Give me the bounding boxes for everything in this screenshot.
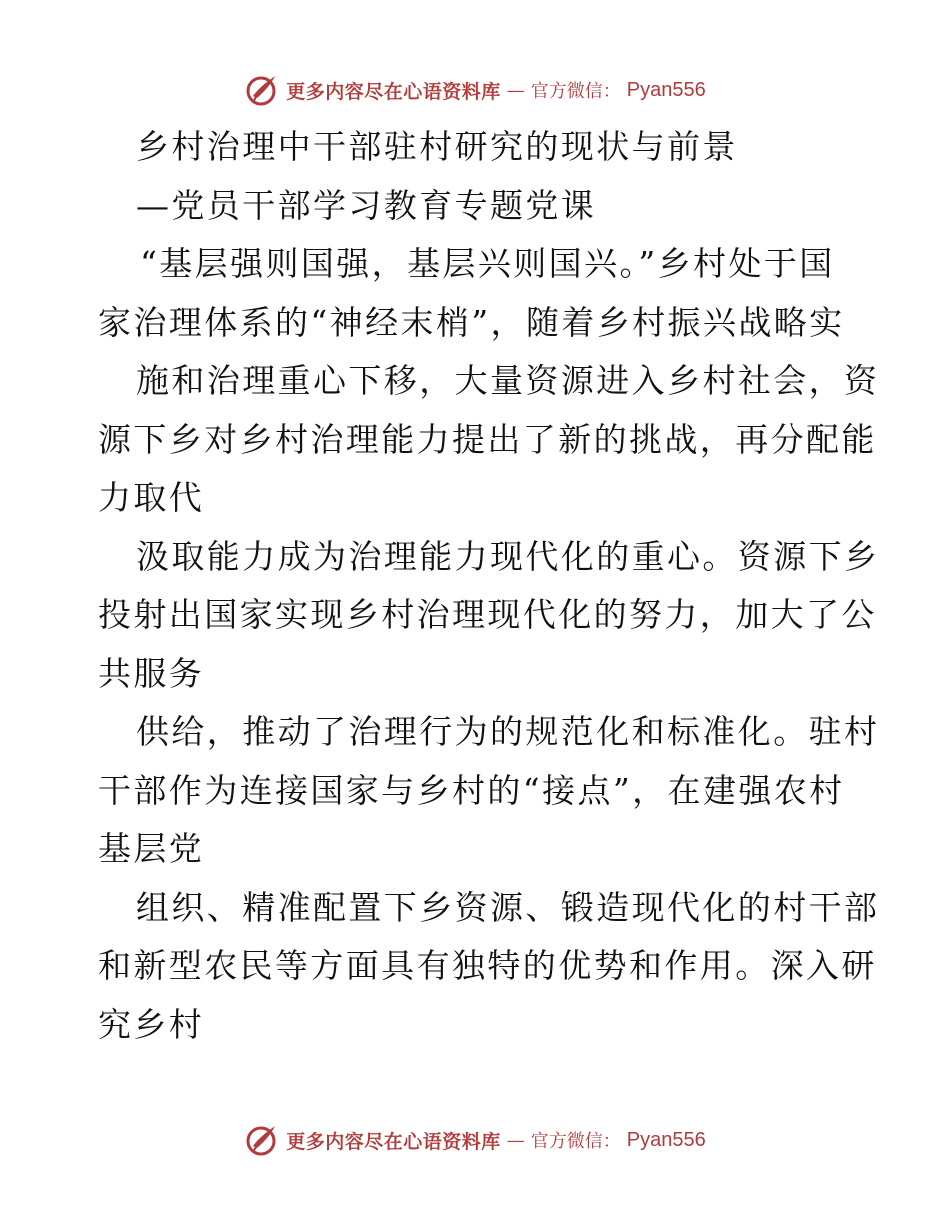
document-body xyxy=(98,118,880,1054)
banner-separator: — xyxy=(506,79,525,101)
footer-banner xyxy=(0,1120,950,1160)
paragraph-line: 家治理体系的“神经末梢”，随着乡村振兴战略实 xyxy=(98,302,845,342)
paragraph-line: 和新型农民等方面具有独特的优势和作用。深入研 xyxy=(98,946,877,985)
paragraph-line: 施和治理重心下移，大量资源进入乡村社会，资 xyxy=(136,361,880,400)
document-title: 乡村治理中干部驻村研究的现状与前景 xyxy=(136,127,738,166)
banner-official-label: 官方微信： xyxy=(530,81,621,102)
paragraph-line: 组织、精准配置下乡资源、锻造现代化的村干部 xyxy=(136,887,880,927)
quill-seal-logo-icon xyxy=(244,72,280,108)
banner-official-label: 官方微信： xyxy=(530,1131,621,1152)
paragraph-line: 究乡村 xyxy=(98,1004,205,1044)
paragraph-line: 供给，推动了治理行为的规范化和标准化。驻村 xyxy=(136,712,880,751)
paragraph-line: “基层强则国强，基层兴则国兴。”乡村处于国 xyxy=(140,244,835,283)
paragraph-line: 源下乡对乡村治理能力提出了新的挑战，再分配能 xyxy=(98,419,877,459)
paragraph-line: 基层党 xyxy=(98,829,205,868)
paragraph-line: 汲取能力成为治理能力现代化的重心。资源下乡 xyxy=(136,536,880,576)
header-banner xyxy=(0,70,950,110)
banner-title: 更多内容尽在心语资料库 xyxy=(286,80,501,103)
banner-separator: — xyxy=(506,1129,525,1151)
banner-account: Pyan556 xyxy=(626,1128,706,1151)
banner-title: 更多内容尽在心语资料库 xyxy=(286,1130,501,1153)
paragraph-line: 共服务 xyxy=(98,653,205,693)
paragraph-line: 投射出国家实现乡村治理现代化的努力，加大了公 xyxy=(98,595,877,634)
banner-account: Pyan556 xyxy=(626,78,706,101)
quill-seal-logo-icon xyxy=(244,1122,280,1158)
paragraph-line: 干部作为连接国家与乡村的“接点”，在建强农村 xyxy=(98,770,845,810)
paragraph-line: 力取代 xyxy=(98,478,205,517)
document-subtitle: —党员干部学习教育专题党课 xyxy=(136,185,597,225)
